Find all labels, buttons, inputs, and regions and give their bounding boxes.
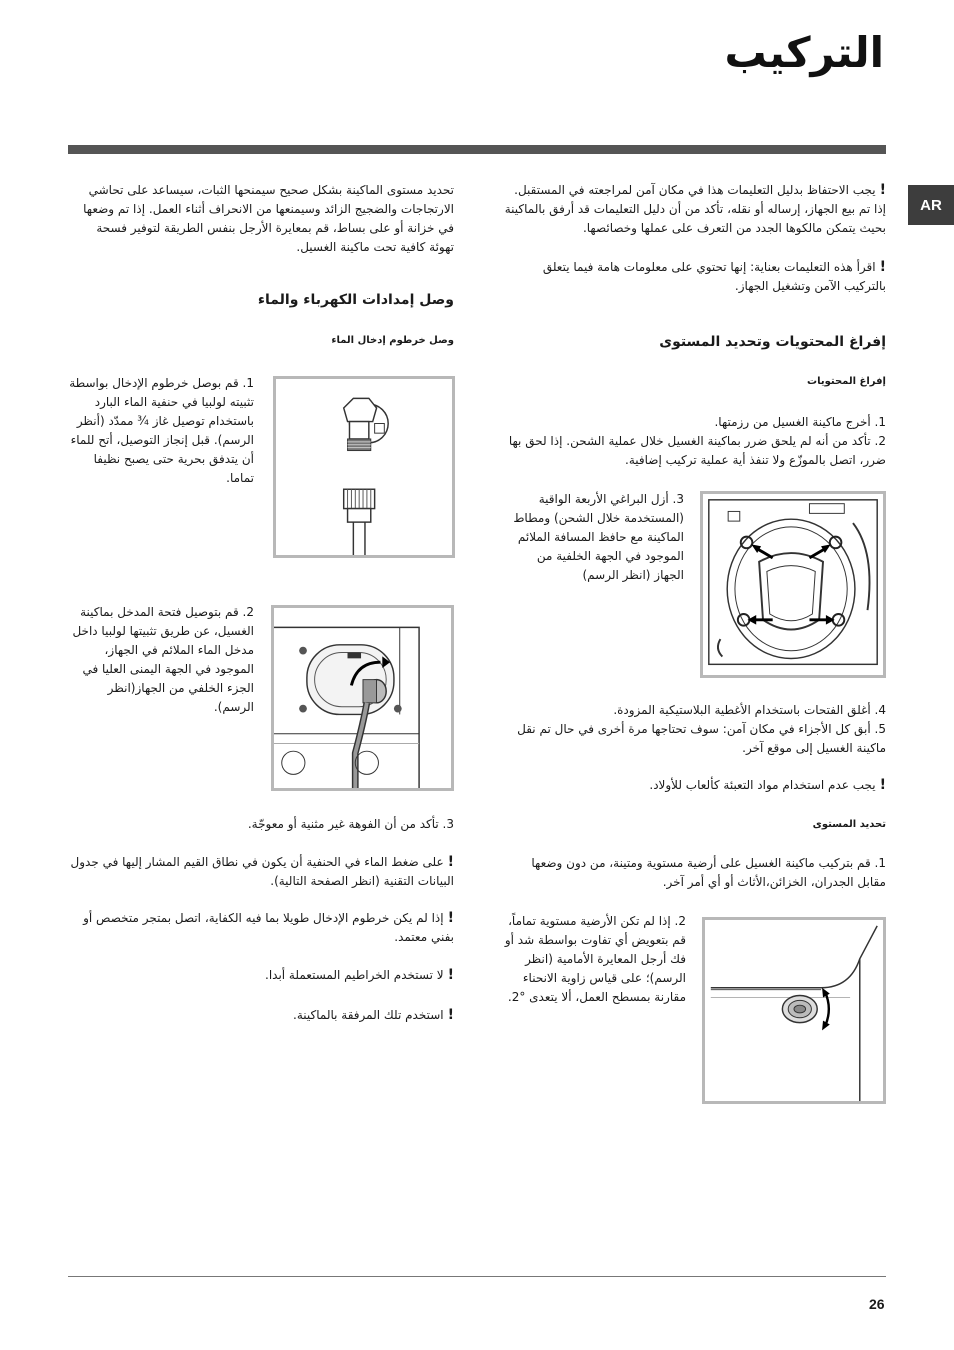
figure-tap-hose bbox=[273, 376, 455, 558]
warning-water-pressure bbox=[68, 853, 454, 891]
page-number: 26 bbox=[869, 1296, 885, 1312]
header-divider bbox=[68, 145, 886, 154]
level-step-1: 1. قم بتركيب ماكينة الغسيل على أرضية مستوية ومتينة، من دون وضعها مقابل الجدران، الخزائن،الأثاث أو أي أمر آخر. bbox=[531, 856, 886, 889]
warning-read-carefully bbox=[504, 258, 886, 296]
warning-supplied-hoses bbox=[68, 1006, 454, 1025]
heading-unpack-level: إفراغ المحتويات وتحديد المستوى bbox=[659, 334, 886, 350]
warning-text: إذا لم يكن خرطوم الإدخال طويلا بما فيه الكفاية، اتصل بمتجر متخصص أو بفني معتمد. bbox=[83, 911, 454, 944]
leveling-intro: تحديد مستوى الماكينة بشكل صحيح سيمنحها الثبات، سيساعد على تحاشي الارتجاجات والضجيج الزائد وسيمنعها من الانحراف أثناء العمل. إذا تم وضعها في خزانة أو على بساط، قم بمعايرة الأرجل بنفس الطريقة لتوفير فسحة تهوئة كافية تحت ماكينة الغسيل. bbox=[83, 183, 454, 254]
warning-text: على ضغط الماء في الحنفية أن يكون في نطاق القيم المشار إليها في جدول البيانات التقنية (انظر الصفحة التالية). bbox=[70, 855, 454, 888]
inlet-step-1: 1. قم بوصل خرطوم الإدخال بواسطة تثبيته لولبيا في حنفية الماء البارد باستخدام توصيل غاز ¾ ممدّد (أنظر الرسم). قبل إنجاز التوصيل، أتح للماء أن يتدفق بحرية حتى يصبح نظيفا تماما. bbox=[69, 376, 254, 485]
warning-text: يجب عدم استخدام مواد التعبئة كألعاب للأولاد. bbox=[649, 778, 876, 792]
level-step-2: 2. إذا لم تكن الأرضية مستوية تماماً، قم بتعويض أي تفاوت بواسطة شد أو فك أرجل المعايرة الأمامية (انظر الرسم)؛ على قياس زاوية الانحناء مقارنة بمسطح العمل، ألا يتعدى °2. bbox=[504, 914, 686, 1004]
warning-icon: ! bbox=[879, 777, 886, 793]
figure-machine-back-screws bbox=[700, 491, 886, 678]
warning-keep-manual bbox=[504, 181, 886, 238]
subheading-unpack: إفراغ المحتويات bbox=[807, 376, 886, 387]
inlet-step-2: 2. قم بتوصيل فتحة المدخل بماكينة الغسيل، عن طريق تثبيتها لولبيا داخل مدخل الماء الملائم في الجهاز، الموجود في الجهة اليمنى العليا في الجزء الخلفي من الجهاز(انظر الرسم). bbox=[72, 605, 254, 714]
warning-text: اقرأ هذه التعليمات بعناية: إنها تحتوي على معلومات هامة فيما يتعلق بالتركيب الآمن وتشغيل الجهاز. bbox=[542, 260, 886, 293]
step-text: 1. أخرج ماكينة الغسيل من رزمتها. bbox=[714, 415, 886, 429]
warning-text: استخدم تلك المرفقة بالماكينة. bbox=[293, 1008, 444, 1022]
warning-icon: ! bbox=[447, 910, 454, 926]
warning-icon: ! bbox=[447, 1007, 454, 1023]
warning-icon: ! bbox=[447, 967, 454, 983]
warning-used-hoses bbox=[68, 966, 454, 985]
subheading-level: تحديد المستوى bbox=[812, 819, 886, 830]
warning-hose-length bbox=[68, 909, 454, 947]
unpack-steps-1-2 bbox=[504, 413, 886, 470]
language-tab[interactable]: AR bbox=[908, 185, 954, 225]
heading-water-electric: وصل إمدادات الكهرباء والماء bbox=[257, 292, 454, 308]
unpack-step-3: 3. أزل البراغي الأربعة الواقية (المستخدمة خلال الشحن) ومطاط الماكينة مع حافظ المسافة الملائم الموجود في الجهة الخلفية من الجهاز (انظر الرسم) bbox=[513, 492, 684, 582]
warning-icon: ! bbox=[879, 259, 886, 275]
footer-divider bbox=[68, 1276, 886, 1277]
subheading-inlet-hose: وصل خرطوم إدخال الماء bbox=[331, 335, 454, 346]
figure-inlet-connection bbox=[271, 605, 454, 791]
warning-icon: ! bbox=[879, 182, 886, 198]
unpack-steps-4-5 bbox=[504, 701, 886, 758]
warning-icon: ! bbox=[447, 854, 454, 870]
warning-text: لا تستخدم الخراطيم المستعملة أبدا. bbox=[265, 968, 444, 982]
step-text: 4. أغلق الفتحات باستخدام الأغطية البلاستيكية المزودة. bbox=[613, 703, 886, 717]
page-title: التركيب bbox=[724, 28, 884, 77]
figure-leveling-foot bbox=[702, 917, 886, 1104]
step-text: 5. أبق كل الأجزاء في مكان آمن: سوف تحتاجها مرة أخرى في حال تم نقل ماكينة الغسيل إلى موقع آخر. bbox=[517, 722, 886, 755]
step-text: 2. تأكد من أنه لم يلحق ضرر بماكينة الغسيل خلال عملية الشحن. إذا لحق بها ضرر، اتصل بالموزّع ولا تنفذ أية عملية تركيب إضافية. bbox=[508, 434, 886, 467]
warning-packaging bbox=[504, 776, 886, 795]
inlet-step-3: 3. تأكد من أن الفوهة غير مثنية أو معوجّة. bbox=[247, 817, 454, 831]
warning-text: يجب الاحتفاظ بدليل التعليمات هذا في مكان آمن لمراجعته في المستقبل. إذا تم بيع الجهاز، إرساله أو نقله، تأكد من أن دليل التعليمات قد أرفق بالماكينة بحيث يتمكن مالكوها الجدد من التعرف على عملها وخصائصها. bbox=[504, 183, 886, 235]
